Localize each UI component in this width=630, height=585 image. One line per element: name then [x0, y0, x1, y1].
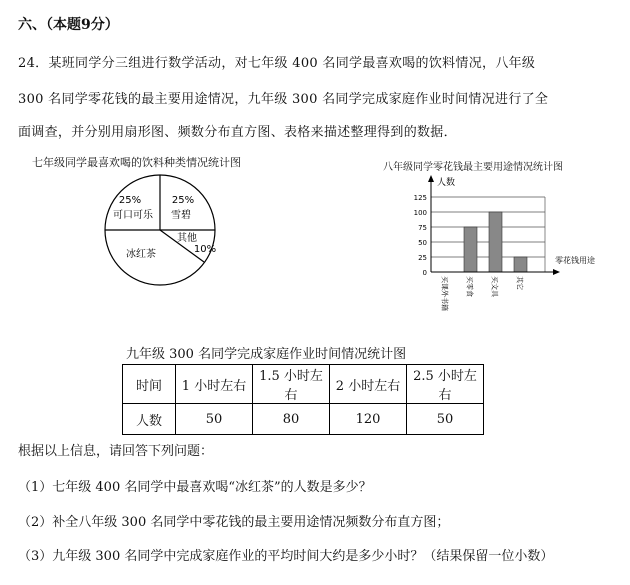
question-1: （1）七年级 400 名同学中最喜欢喝“冰红茶”的人数是多少？: [18, 480, 372, 495]
table-header-row: [123, 365, 484, 404]
question-2: （2）补全八年级 300 名同学中零花钱的最主要用途情况频数分布直方图；: [18, 515, 450, 530]
homework-time-table: [122, 364, 484, 435]
category-label: 其它: [515, 276, 524, 290]
section-heading: 六、（本题9分）: [18, 17, 119, 33]
table-header-cell: 时间: [123, 365, 176, 404]
bar: [489, 212, 502, 272]
y-axis-arrow: [428, 175, 434, 182]
y-tick-label: 125: [413, 194, 427, 202]
table-cell: 50: [176, 404, 253, 435]
bar: [514, 257, 527, 272]
table-cell: 120: [330, 404, 407, 435]
y-tick-label: 75: [418, 224, 427, 232]
y-tick-label: 100: [413, 209, 427, 217]
problem-line-1: 24．某班同学分三组进行数学活动，对七年级 400 名同学最喜欢喝的饮料情况，八年级: [18, 56, 536, 71]
table-header-cell: 2 小时左右: [330, 365, 407, 404]
y-tick-label: 0: [422, 269, 427, 277]
slice-cola-percent: 25%: [118, 195, 142, 206]
questions-intro: 根据以上信息，请回答下列问题：: [18, 444, 214, 459]
table-cell: 人数: [123, 404, 176, 435]
x-axis-arrow: [553, 269, 560, 275]
table-row: [123, 404, 484, 435]
y-tick-label: 25: [418, 254, 427, 262]
problem-line-2: 300 名同学零花钱的最主要用途情况，九年级 300 名同学完成家庭作业时间情况进行了全: [18, 92, 549, 107]
question-3: （3）九年级 300 名同学中完成家庭作业的平均时间大约是多少小时？（结果保留一位小数）: [18, 549, 554, 564]
category-label: 买文具: [490, 276, 499, 297]
table-cell: 80: [253, 404, 330, 435]
pie-chart: [95, 160, 230, 300]
slice-other-label: 其他: [177, 233, 197, 244]
bar: [464, 227, 477, 272]
x-axis-label: 零花钱用途: [555, 256, 595, 265]
slice-cola-label: 可口可乐: [113, 210, 153, 221]
pie-chart-title: 七年级同学最喜欢喝的饮料种类情况统计图: [32, 156, 241, 169]
table-header-cell: 2.5 小时左右: [407, 365, 484, 404]
category-label: 买课外书籍: [440, 276, 449, 311]
bar-chart-title: 八年级同学零花钱最主要用途情况统计图: [383, 162, 563, 173]
table-title: 九年级 300 名同学完成家庭作业时间情况统计图: [126, 347, 407, 362]
table-cell: 50: [407, 404, 484, 435]
bar-chart: [395, 172, 605, 317]
slice-other-percent: 10%: [193, 244, 217, 255]
table-header-cell: 1.5 小时左右: [253, 365, 330, 404]
slice-sprite-percent: 25%: [171, 195, 195, 206]
slice-sprite-label: 雪碧: [171, 210, 191, 221]
table-header-cell: 1 小时左右: [176, 365, 253, 404]
y-tick-label: 50: [418, 239, 427, 247]
problem-line-3: 面调查，并分别用扇形图、频数分布直方图、表格来描述整理得到的数据．: [18, 125, 457, 140]
slice-icetea-label: 冰红茶: [126, 249, 156, 260]
y-axis-label: 人数: [437, 178, 456, 188]
category-label: 买零食: [465, 276, 474, 297]
